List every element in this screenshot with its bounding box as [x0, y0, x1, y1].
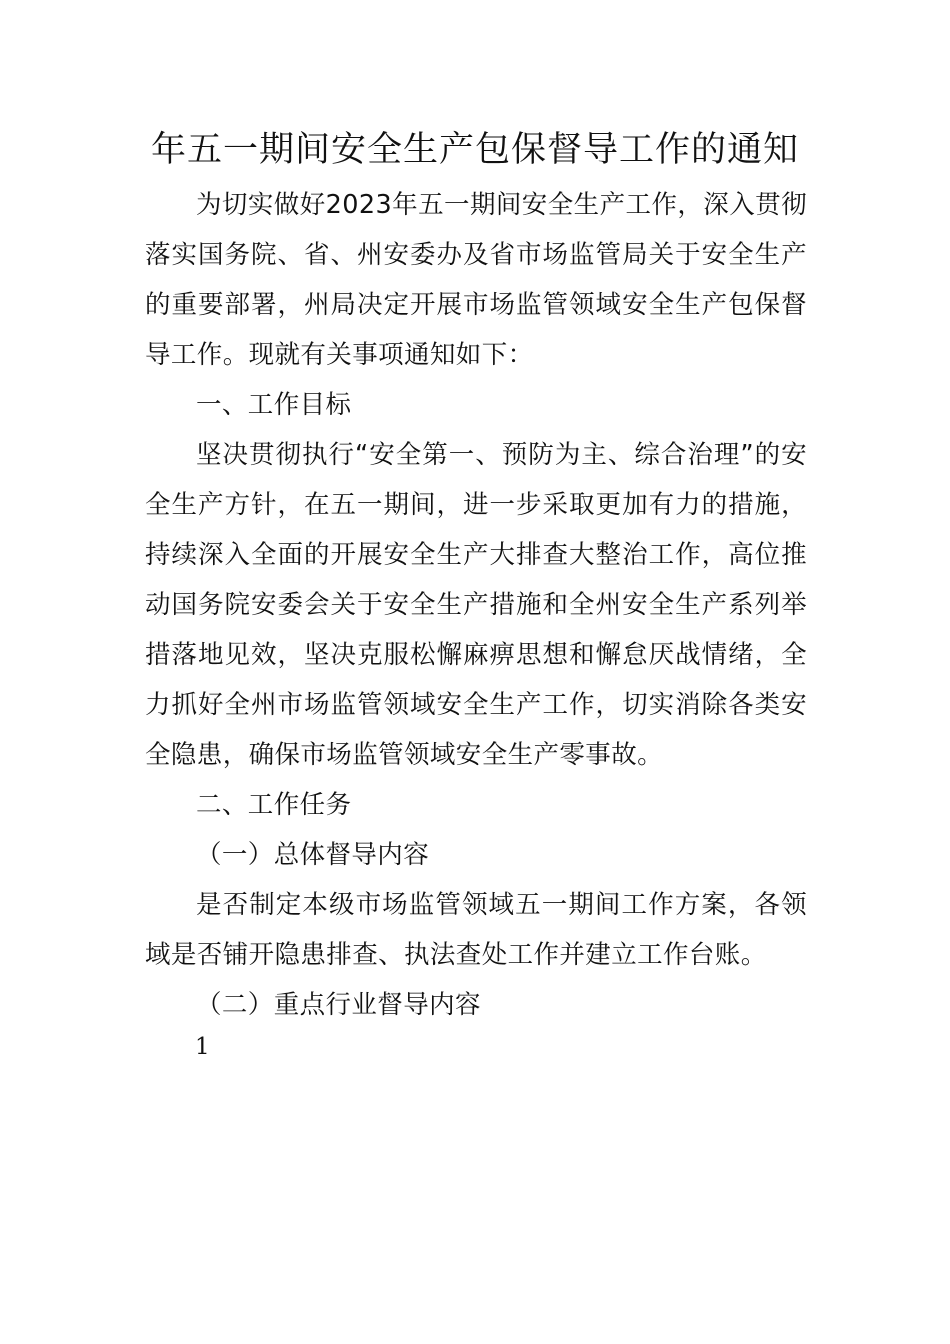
document-body — [145, 180, 807, 1030]
goals-paragraph: 坚决贯彻执行“安全第一、预防为主、综合治理”的安全生产方针，在五一期间，进一步采取更加有力的措施，持续深入全面的开展安全生产大排查大整治工作，高位推动国务院安委会关于安全生产措施和全州安全生产系列举措落地见效，坚决克服松懈麻痹思想和懈怠厌战情绪，全力抓好全州市场监管领域安全生产工作，切实消除各类安全隐患，确保市场监管领域安全生产零事故。 — [145, 440, 807, 770]
subsection-heading-overall: （一）总体督导内容 — [196, 840, 430, 870]
section-heading-tasks: 二、工作任务 — [196, 790, 352, 820]
document-title: 年五一期间安全生产包保督导工作的通知 — [150, 130, 799, 170]
subsection-heading-key-industries: （二）重点行业督导内容 — [196, 990, 481, 1020]
intro-paragraph: 为切实做好2023年五一期间安全生产工作，深入贯彻落实国务院、省、州安委办及省市场监管局关于安全生产的重要部署，州局决定开展市场监管领域安全生产包保督导工作。现就有关事项通知如下： — [145, 190, 807, 370]
page-number: 1 — [195, 1034, 210, 1060]
section-heading-goals: 一、工作目标 — [196, 390, 352, 420]
overall-paragraph: 是否制定本级市场监管领域五一期间工作方案，各领域是否铺开隐患排查、执法查处工作并建立工作台账。 — [145, 890, 807, 970]
